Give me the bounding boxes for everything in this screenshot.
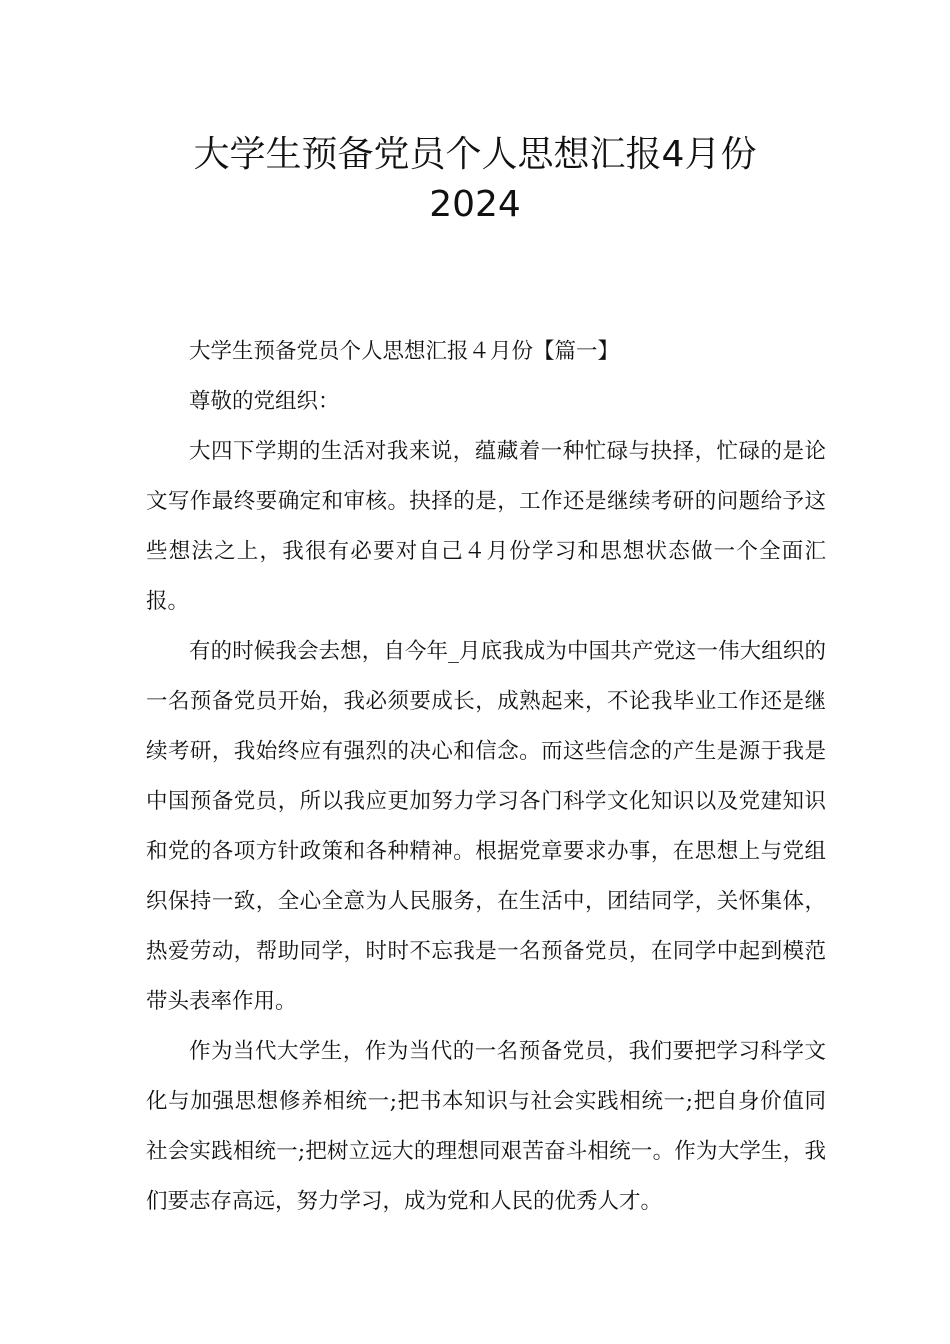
section-heading: 大学生预备党员个人思想汇报４月份【篇一】: [189, 339, 620, 364]
salutation: 尊敬的党组织：: [189, 389, 340, 414]
document-title-line2: 2024: [429, 184, 521, 225]
body-paragraph-1: 大四下学期的生活对我来说，蕴藏着一种忙碌与抉择，忙碌的是论文写作最终要确定和审核。抉择的是，工作还是继续考研的问题给予这些想法之上，我很有必要对自己４月份学习和思想状态做一个全面汇报。: [146, 439, 826, 614]
body-paragraph-3: 作为当代大学生，作为当代的一名预备党员，我们要把学习科学文化与加强思想修养相统一;把书本知识与社会实践相统一;把自身价值同社会实践相统一;把树立远大的理想同艰苦奋斗相统一。作为大学生，我们要志存高远，努力学习，成为党和人民的优秀人才。: [146, 1039, 826, 1214]
document-body: [146, 327, 826, 1227]
document-title-line1: 大学生预备党员个人思想汇报4月份: [193, 134, 757, 175]
body-paragraph-2: 有的时候我会去想，自今年_月底我成为中国共产党这一伟大组织的一名预备党员开始，我必须要成长，成熟起来，不论我毕业工作还是继续考研，我始终应有强烈的决心和信念。而这些信念的产生是源于我是中国预备党员，所以我应更加努力学习各门科学文化知识以及党建知识和党的各项方针政策和各种精神。根据党章要求办事，在思想上与党组织保持一致，全心全意为人民服务，在生活中，团结同学，关怀集体，热爱劳动，帮助同学，时时不忘我是一名预备党员，在同学中起到模范带头表率作用。: [146, 639, 826, 1014]
